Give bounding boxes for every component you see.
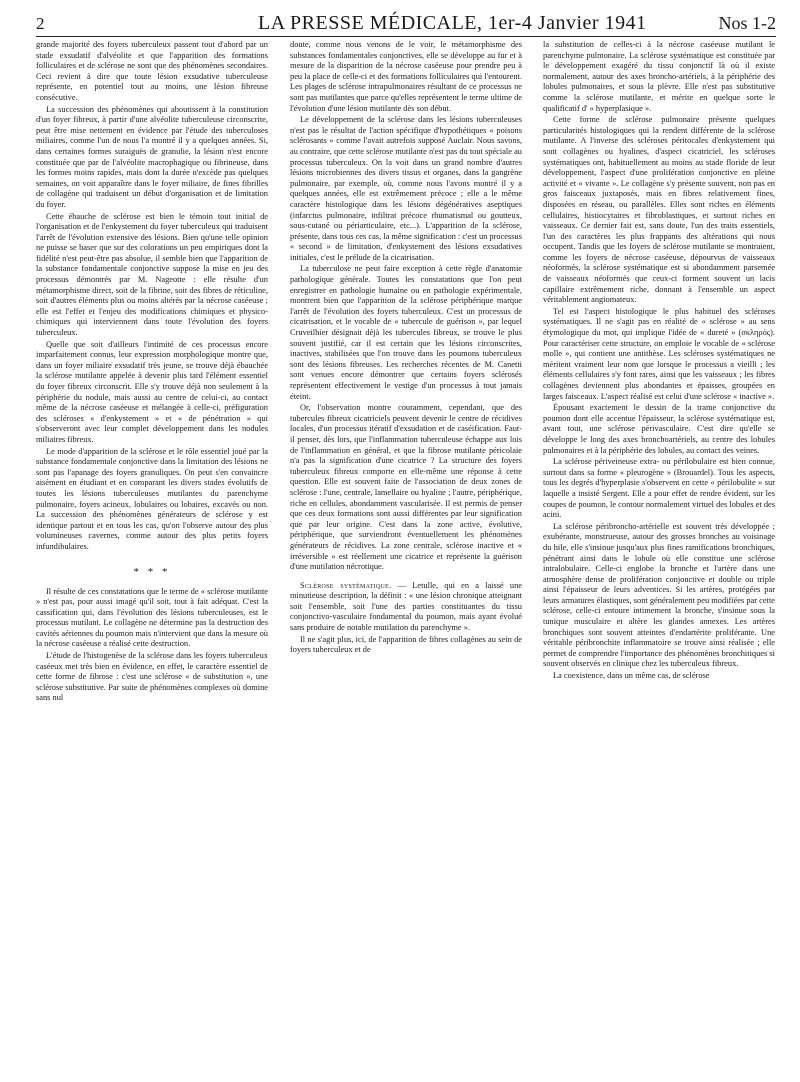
paragraph: Cette ébauche de sclérose est bien le témoin tout initial de l'organisation et de l'enkystement du foyer tuberculeux qui traduisent l'arrêt de l'évolution extensive des lésions. Bien qu'une telle opinion ne puisse se baser que sur des colorations un peu empiriques dont la fidélité n'est peut-être pas absolue, il semble bien que l'apparition de la substance fondamentale conjonctive suppose la mise en jeu des processus démontrés par M. Nageotte : elle résulte d'un métamorphisme direct, soit de la fibrine, soit des fibres de réticuline, soit d'autres éléments plus ou moins altérés par la nécrose caséeuse ; elle est l'effet et l'enjeu des modifications chimiques et physico-chimiques qui interviennent dans toute l'évolution des foyers tuberculeux. [36, 211, 268, 338]
header-rule [36, 36, 776, 37]
paragraph: Cette forme de sclérose pulmonaire présente quelques particularités histologiques qui la rendent différente de la sclérose mutilante. A l'inverse des scléroses péritocales d'enkystement qui sont collagènes ou hyalines, d'aspect cicatriciel, les scléroses systématiques ont, habituellement au moins au stade floride de leur développement, l'aspect d'une prolifération conjonctive en pleine activité et « vivante ». Le collagène s'y présente souvent, non pas en gros faisceaux juxtaposés, mais en fibres relativement fines, disposées en réseau, ou parallèles. Elles sont riches en éléments cellulaires, histiocytaires et fibroblastiques, et surtout riches en vaisseaux. Ce dernier fait est, sans doute, l'un des traits essentiels, l'un des caractères les plus frappants des altérations qui nous occupent. Tandis que les foyers de sclérose mutilante se montraient, comme les foyers de nécrose caséeuse, dépourvus de vaisseaux néoformés, la sclérose systématique est si abondamment parsemée de vaisseaux néoformés que ceux-ci forment souvent un lacis capillaire extrêmement riche, donnant à l'ensemble un aspect véritablement angiomateux. [543, 115, 775, 305]
column-3 [543, 40, 775, 682]
paragraph: La succession des phénomènes qui aboutissent à la constitution d'un foyer fibreux, à partir d'une alvéolite tuberculeuse circonscrite, peut être mise nettement en évidence par l'étude des tuberculoses miliaires, comme l'un de nous l'a montré il y a quelques années. Si, dans certaines formes suraiguës de granulie, la lésion n'est encore constituée que par de l'alvéolite macrophagique ou fibrineuse, dans les formes moins rapides, mais dont la durée n'excède pas quelques semaines, on voit apparaître dans le foyer miliaire, de fines fibrilles de collagène qui traduisent un début d'organisation et de limitation du foyer. [36, 104, 268, 209]
paragraph: grande majorité des foyers tuberculeux passent tout d'abord par un stade exsudatif d'alvéolite et que l'apparition des formations folliculaires et de sclérose ne sont que des phénomènes secondaires. Ceci revient à dire que toute lésion exsudative tuberculeuse représente, en potentiel tout au moins, une lésion fibreuse consécutive. [36, 40, 268, 102]
page-number: 2 [36, 14, 45, 33]
paragraph: doute, comme nous venons de le voir, le métamorphisme des substances fondamentales conjonctives, elle se développe au fur et à mesure de la disparition de la nécrose caséeuse pour prendre peu à peu la place de celle-ci et des formations folliculaires qui l'entourent. Les plages de sclérose intrapulmonaires résultant de ce processus ne sont pas mutilantes que parce qu'elles représentent le terme ultime de l'évolution d'une lésion mutilante dès son début. [290, 40, 522, 113]
paragraph: L'étude de l'histogenèse de la sclérose dans les foyers tuberculeux caséeux met très bien en évidence, en effet, le caractère essentiel de cette forme de fibrose : c'est une sclérose « de substitution », une sclérose substitutive. Par suite de phénomènes complexes où domine sans nul [36, 651, 268, 703]
paragraph: La sclérose périveineuse extra- ou périlobulaire est bien connue, surtout dans sa forme « pleurogène » (Brouardel). Tous les aspects, tous les degrés d'hyperplasie s'observent en cette « périlobulite » sur laquelle a insisté Sergent. Elle a pour effet de rendre évident, sur les coupes de poumon, le contour normalement virtuel des lobules et des acini. [543, 457, 775, 520]
paragraph: Or, l'observation montre couramment, cependant, que des tubercules fibreux cicatriciels peuvent devenir le centre de récidives locales, d'un processus itératif d'exsudation et de caséification. Faut-il penser, dès lors, que l'inflammation tuberculeuse échappe aux lois de l'inflammation en général, et que la fibrose mutilante péricolaie n'a pas la signification d'une cicatrice ? La structure des foyers tuberculeux fibreux comporte en elle-même une réponse à cette question. Elle est souvent faite de l'association de deux zones de sclérose : l'une, centrale, lamellaire ou hyaline ; l'autre, périphérique, riche en cellules, abondamment vascularisée. Il est permis de penser que ces deux formations sont aussi différentes par leur signification que par leur origine. C'est dans la zone active, évolutive, périphérique, que surviendront éventuellement les phénomènes générateurs de récidives. La zone centrale, sclérose inactive et « irréversible » est réellement une cicatrice et représente la guérison d'une mutilation nécrotique. [290, 403, 522, 572]
paragraph: Le développement de la sclérose dans les lésions tuberculeuses n'est pas le résultat de l'action spécifique d'hypothétiques « poisons sclérosants » comme l'avait autrefois supposé Auclair. Nous savons, au contraire, que cette sclérose mutilante n'est pas du tout spéciale au processus tuberculeux. On la voit dans un grand nombre d'autres lésions microbiennes des divers tissus et organes, dans la gangrène pulmonaire, par exemple, où, comme nous l'avons montré il y a quelques années, elle est extrêmement précoce ; elle a le même caractère histologique dans les lésions dégénératives aseptiques (infarctus pulmonaire, infiltrat précoce rhumatismal ou goutteux, sous-cutané ou périarticulaire, etc...). L'apparition de la sclérose, présente, dans tous ces cas, la même signification : c'est un processus « second » de limitation, d'enkystement des lésions exsudatives initiales, c'est le prélude de la cicatrisation. [290, 115, 522, 262]
journal-title: LA PRESSE MÉDICALE, 1er-4 Janvier 1941 [258, 12, 647, 34]
paragraph: Il résulte de ces constatations que le terme de « sclérose mutilante » n'est pas, pour aussi imagé qu'il soit, tout à fait adéquat. C'est la cassification qui, dans l'évolution des lésions tuberculeuses, est le processus mutilant. Le collagène ne détermine pas la destruction des cavités aériennes du poumon mais n'intervient que dans la mesure où la nécrose caséeuse a réalisé cette destruction. [36, 586, 268, 649]
paragraph: la substitution de celles-ci à la nécrose caséeuse mutilant le parenchyme pulmonaire. La sclérose systématique est constituée par le développement exagéré du tissu conjonctif là où il existe normalement, autour des axes broncho-artériels, à la périphérie des lobules pulmonaires, et sous la plèvre. Elle n'est pas substitutive comme la sclérose mutilante, et mérite en quelque sorte le qualificatif d' « hyperplasique ». [543, 40, 775, 113]
paragraph: Le mode d'apparition de la sclérose et le rôle essentiel joué par la substance fondamentale conjonctive dans la limitation des lésions ne sont pas l'apanage des foyers granuliques. On peut s'en convaincre aisément en étudiant et en comparant les divers stades évolutifs de toutes les lésions tuberculeuses mutilantes du parenchyme pulmonaire, foyers acineux, lobulaires ou lobaires, excavés ou non. La succession des phénomènes générateurs de sclérose y est identique partout et en tous les cas, qu'on l'observe autour des plus volumineuses cavernes, comme autour des plus petits foyers infundibulaires. [36, 446, 268, 551]
page-header [36, 10, 776, 38]
column-1 [36, 40, 268, 704]
section-paragraph [290, 581, 522, 634]
section-separator: * * * [133, 565, 171, 578]
section-text: — Letulle, qui en a laissé une minutieuse description, la définit : « une lésion chronique atteignant soit l'ensemble, soit l'une des parties constituantes du tissu conjonctivo-vasculaire fondamental du poumon, mais ayant évolué sans produire de notable mutilation du parenchyme ». [290, 580, 523, 633]
paragraph: Épousant exactement le dessin de la trame conjonctive du poumon dont elle accentue l'épaisseur, la sclérose systématique est, avant tout, une sclérose périvasculaire. C'est dire qu'elle se développe le long des axes bronchoartériels, au centre des lobules pulmonaires et à la périphérie des lobules, au contact des veines. [543, 403, 775, 455]
column-2 [290, 40, 522, 656]
issue-number: Nos 1-2 [718, 13, 776, 33]
paragraph: La tuberculose ne peut faire exception à cette règle d'anatomie pathologique générale. Toutes les constatations que l'on peut enregistrer en pathologie humaine ou en pathologie expérimentale, montrent bien que l'apparition de la sclérose périphérique marque l'arrêt de l'évolution des foyers tuberculeux. C'est un processus de cicatrisation, et le vocable de « tubercule de guérison », par lequel Cruveilhier désignait déjà les tubercules fibreux, se trouve le plus souvent justifié, car il est certain que les lésions circonscrites, inactives, stabilisées que l'on trouve dans les poumons tuberculeux sont des lésions fibreuses. Les recherches récentes de M. Canetti sont venues encore démontrer que certains foyers sclérosés représentent effectivement le vestige d'un processus à tout jamais éteint. [290, 264, 522, 401]
paragraph: La coexistence, dans un même cas, de sclérose [553, 671, 710, 681]
section-title: Sclérose systématique. [300, 580, 392, 590]
paragraph: Tel est l'aspect histologique le plus habituel des scléroses systématiques. Il ne s'agit pas en réalité de « sclérose » au sens étymologique du mot, qui implique l'idée de « dureté » (σκληρός). Pour caractériser cette structure, on emploie le vocable de « sclérose molle », qui contient une antithèse. Les scléroses systématiques ne méritent vraiment leur nom que lorsque le processus a vieilli ; les éléments cellulaires s'y font rares, ainsi que les vaisseaux ; les fibres collagènes deviennent plus abondantes et épaisses, groupées en larges faisceaux. L'aspect réalisé est celui d'une sclérose « inactive ». [543, 306, 775, 401]
paragraph: Quelle que soit d'ailleurs l'intimité de ces processus encore imparfaitement connus, leur expression morphologique montre que, dans un foyer miliaire exsudatif très jeune, se trouve déjà ébauchée la sclérose mutilante appelée à devenir plus tard l'élément essentiel du foyer fibreux circonscrit. Elle s'y trouve déjà non seulement à la périphérie du nodule, mais aussi au centre de celui-ci, au contact même de la nécrose caséeuse et mélangée à celle-ci, préfiguration des scléroses « d'enkystement » et « de pénétration » qui s'observeront avec leur complet développement dans les nodules miliaires fibreux. [36, 339, 268, 444]
paragraph: La sclérose péribroncho-artérielle est souvent très développée ; exubérante, monstrueuse, autour des grosses bronches au voisinage du hile, elle s'insinue jusqu'aux plus fines ramifications bronchiques, pénétrant ainsi dans le lobule où elle constitue une sclérose intralobulaire. Celle-ci englobe la bronche et l'artère dans une atmosphère dense de prolifération conjonctive et double ou triple ainsi l'épaisseur de leurs adventices. Si les artères, protégées par leurs armatures élastiques, sont généralement peu modifiées par cette sclérose, celle-ci entoure intimement la bronche, s'insinue sous la tunique musculaire et altère les glandes annexes. Les artères bronchiques sont souvent atteintes d'endartérite proliférante. Une véritable péribronchite inflammatoire se trouve ainsi réalisée ; elle permet de comprendre l'importance des phénomènes bronchitiques si souvent observés en clinique chez les tuberculeux fibreux. [543, 521, 775, 669]
paragraph: Il ne s'agit plus, ici, de l'apparition de fibres collagènes au sein de foyers tuberculeux et de [290, 634, 522, 655]
